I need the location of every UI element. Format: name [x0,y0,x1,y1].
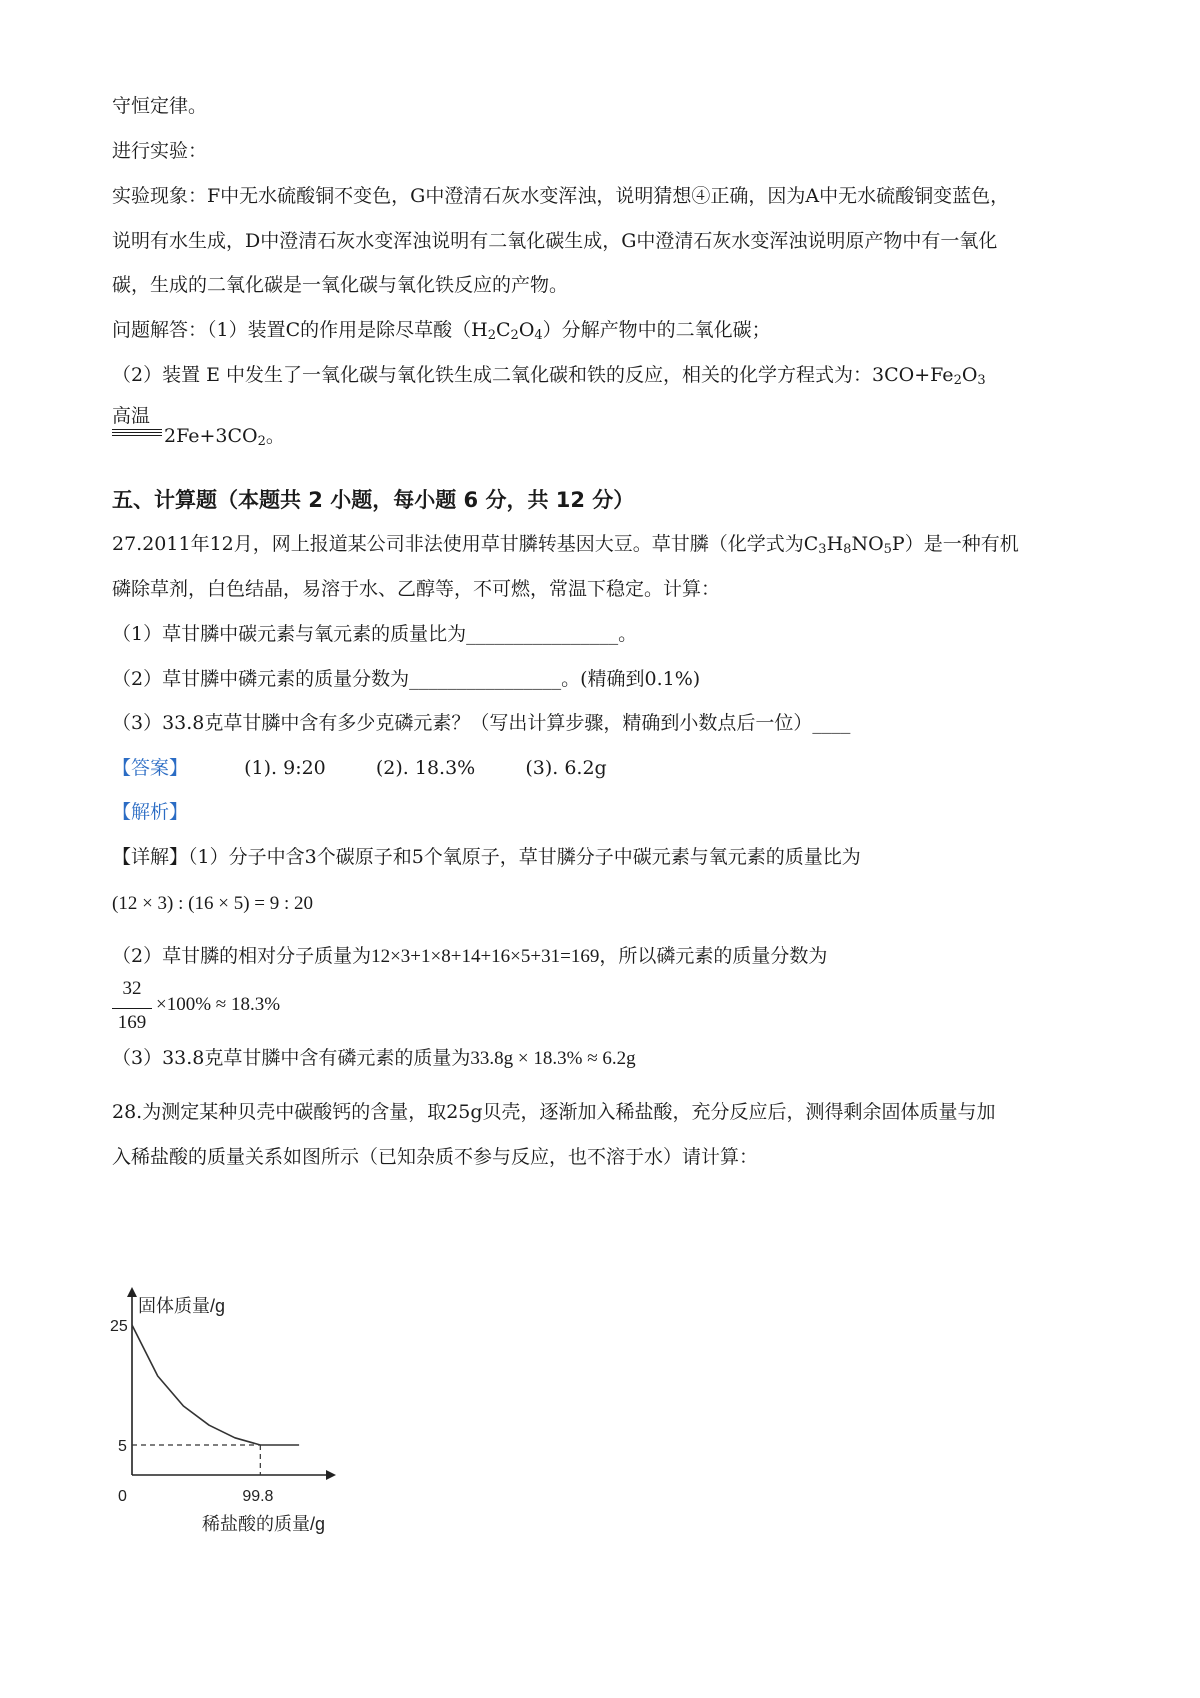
text-line: 碳，生成的二氧化碳是一氧化碳与氧化铁反应的产物。 [112,274,569,296]
text-line: $2Fe+3CO_2$。 [164,425,285,449]
fraction-numerator: 32 [122,978,142,999]
origin-label: 0 [118,1488,127,1505]
analysis-tag: 【解析】 [112,801,189,823]
text-line: （2）草甘膦中磷元素的质量分数为________________。(精确到0.1%) [112,668,701,690]
y-tick-label: 5 [118,1438,127,1455]
text-line: 【详解】（1）分子中含3个碳原子和5个氧原子，草甘膦分子中碳元素与氧元素的质量比为 [112,846,861,868]
text-line: （3）33.8克草甘膦中含有多少克磷元素？（写出计算步骤，精确到小数点后一位）____ [112,712,851,734]
text-line: （2）草甘膦的相对分子质量为12×3+1×8+14+16×5+31=169，所以磷元素的质量分数为 [112,945,828,967]
text-line: 实验现象：F中无水硫酸铜不变色，G中澄清石灰水变浑浊，说明猜想④正确，因为A中无水硫酸铜变蓝色， [112,185,1010,207]
text-line: 入稀盐酸的质量关系如图所示（已知杂质不参与反应，也不溶于水）请计算： [112,1146,759,1168]
text-line: 进行实验： [112,140,208,162]
text-line: 守恒定律。 [112,95,208,117]
answer-1: (1). 9:20 [244,757,326,779]
series-line [132,1325,299,1445]
y-axis-arrow [127,1287,137,1297]
text-line: 问题解答：（1）装置C的作用是除尽草酸$(H_2C_2O_4)$分解产物中的二氧化碳； [112,319,771,343]
text-line: 28.为测定某种贝壳中碳酸钙的含量，取25g贝壳，逐渐加入稀盐酸，充分反应后，测得剩余固体质量与加 [112,1101,996,1123]
x-tick-label: 99.8 [242,1488,274,1505]
text-line: （2）装置 E 中发生了一氧化碳与氧化铁生成二氧化碳和铁的反应，相关的化学方程式为：$3CO+Fe_2O_3$ [112,364,986,388]
x-axis-label: 稀盐酸的质量/g [202,1514,326,1534]
math-line: (12 × 3) : (16 × 5) = 9 : 20 [112,893,314,914]
fraction-denominator: 169 [117,1012,147,1033]
reaction-condition: 高温 [112,405,151,427]
text-line: （3）33.8克草甘膦中含有磷元素的质量为33.8g × 18.3% ≈ 6.2g [112,1047,636,1069]
text-line: 27.2011年12月，网上报道某公司非法使用草甘膦转基因大豆。草甘膦（化学式为$C_3H_8NO_5P$）是一种有机 [112,533,1019,557]
text-line: （1）草甘膦中碳元素与氧元素的质量比为________________。 [112,623,638,645]
y-axis-label: 固体质量/g [138,1296,226,1316]
answer-3: (3). 6.2g [525,757,607,779]
text-line: 磷除草剂，白色结晶，易溶于水、乙醇等，不可燃，常温下稳定。计算： [112,578,721,600]
equals-bar [112,429,162,430]
equals-bar [112,432,162,433]
section-heading: 五、计算题（本题共 2 小题，每小题 6 分，共 12 分） [112,488,635,512]
answer-2: (2). 18.3% [375,757,476,779]
fraction-rest: ×100% ≈ 18.3% [156,994,281,1015]
equals-bar [112,435,162,436]
x-axis-arrow [326,1470,336,1480]
answer-tag: 【答案】 [112,757,189,779]
y-tick-label: 25 [110,1318,128,1335]
answer-line [112,754,607,782]
text-line: 说明有水生成，D中澄清石灰水变浑浊说明有二氧化碳生成，G中澄清石灰水变浑浊说明原产物中有一氧化 [112,230,998,252]
mass-chart [110,1285,360,1545]
